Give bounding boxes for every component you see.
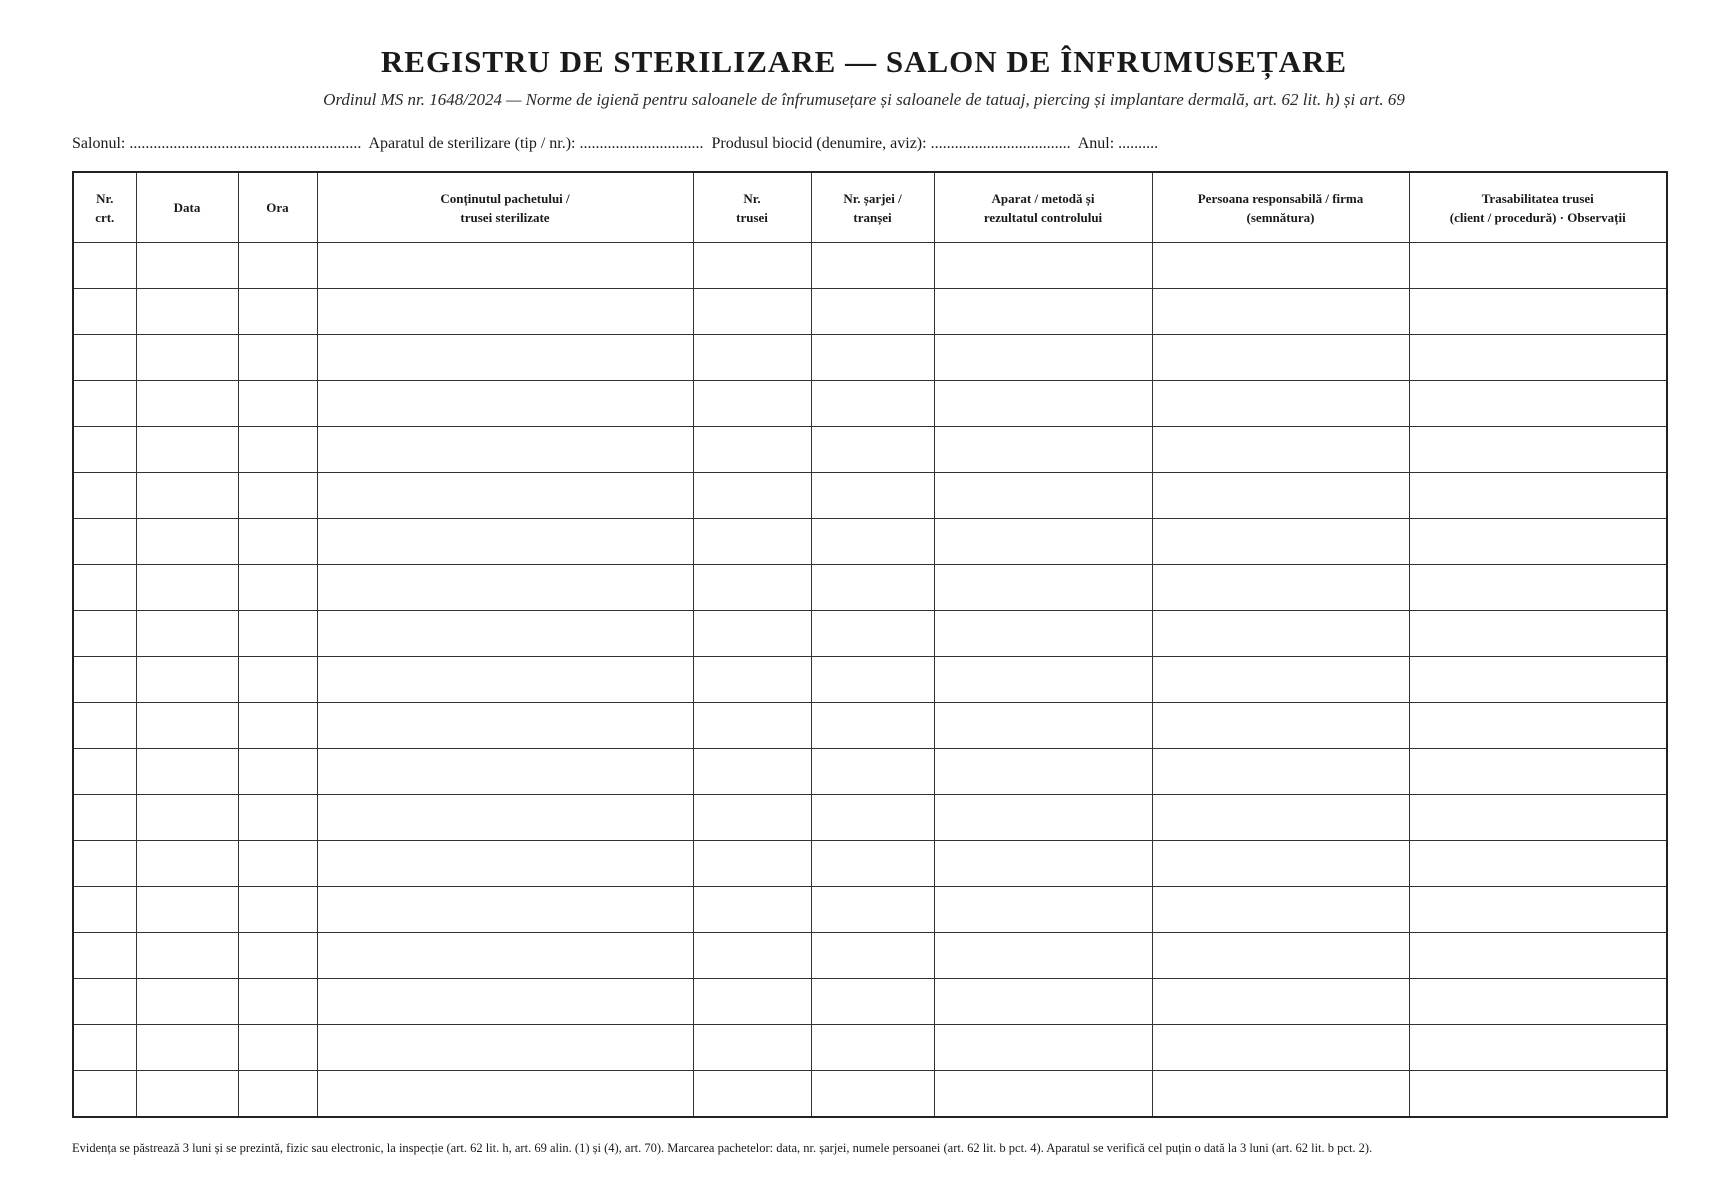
table-cell[interactable] [136,657,238,703]
table-cell[interactable] [238,795,317,841]
table-cell[interactable] [136,979,238,1025]
table-cell[interactable] [73,565,136,611]
table-cell[interactable] [693,243,811,289]
table-cell[interactable] [811,1025,934,1071]
table-cell[interactable] [317,979,693,1025]
table-cell[interactable] [317,335,693,381]
table-row [73,565,1667,611]
table-row [73,335,1667,381]
table-cell[interactable] [811,381,934,427]
table-cell[interactable] [238,657,317,703]
table-cell[interactable] [934,243,1152,289]
column-header-line: trusei sterilizate [460,209,550,225]
table-cell[interactable] [317,887,693,933]
table-cell[interactable] [73,1025,136,1071]
table-header-row [73,172,1667,243]
table-cell[interactable] [934,565,1152,611]
table-cell[interactable] [238,565,317,611]
table-cell[interactable] [136,243,238,289]
table-cell[interactable] [136,933,238,979]
table-row [73,519,1667,565]
page-title: REGISTRU DE STERILIZARE — SALON DE ÎNFRUMUSEȚARE [380,44,1348,79]
table-cell[interactable] [693,427,811,473]
table-cell[interactable] [73,519,136,565]
table-cell[interactable] [1409,427,1667,473]
table-cell[interactable] [238,473,317,519]
table-cell[interactable] [73,933,136,979]
table-row [73,243,1667,289]
column-header-ora [238,172,317,243]
column-header-nr-trusei [693,172,811,243]
table-cell[interactable] [73,611,136,657]
table-row [73,887,1667,933]
table-cell[interactable] [136,565,238,611]
table-cell[interactable] [1152,427,1409,473]
table-cell[interactable] [1409,519,1667,565]
table-cell[interactable] [73,795,136,841]
table-cell[interactable] [934,335,1152,381]
footnote: Evidența se păstrează 3 luni și se prezintă, fizic sau electronic, la inspecție (art. 62 lit. h, art. 69 alin. (1) și (4), art. 70). Marcarea pachetelor: data, nr. șarjei, numele persoanei (art. 62 lit. b pct. 4). Aparatul se verifică cel puțin o dată la 3 luni (art. 62 lit. b pct. 2). [72,1141,1373,1155]
table-cell[interactable] [811,611,934,657]
column-header-line: trusei [736,209,768,225]
table-cell[interactable] [73,1071,136,1118]
table-cell[interactable] [73,473,136,519]
table-cell[interactable] [811,1071,934,1118]
field-salon[interactable]: Salonul: .......................................................... [72,135,362,152]
column-header-line: Ora [266,200,289,215]
register-fields [72,135,1162,153]
table-row [73,381,1667,427]
table-cell[interactable] [73,243,136,289]
table-cell[interactable] [317,427,693,473]
column-header-line: Aparat / metodă și [991,190,1095,206]
table-cell[interactable] [1409,979,1667,1025]
table-cell[interactable] [1409,473,1667,519]
table-cell[interactable] [317,657,693,703]
table-cell[interactable] [811,289,934,335]
table-cell[interactable] [1152,381,1409,427]
table-cell[interactable] [811,703,934,749]
table-cell[interactable] [693,611,811,657]
table-cell[interactable] [934,519,1152,565]
table-cell[interactable] [1152,979,1409,1025]
table-cell[interactable] [136,795,238,841]
table-cell[interactable] [136,427,238,473]
table-cell[interactable] [73,427,136,473]
table-cell[interactable] [934,611,1152,657]
table-cell[interactable] [693,565,811,611]
table-cell[interactable] [934,1025,1152,1071]
column-header-trasabilitate [1409,172,1667,243]
table-cell[interactable] [934,703,1152,749]
table-cell[interactable] [73,887,136,933]
table-cell[interactable] [238,381,317,427]
table-cell[interactable] [693,1071,811,1118]
table-cell[interactable] [73,841,136,887]
table-cell[interactable] [1409,1025,1667,1071]
table-cell[interactable] [238,1071,317,1118]
table-row [73,611,1667,657]
table-cell[interactable] [1152,335,1409,381]
table-cell[interactable] [1409,565,1667,611]
table-cell[interactable] [1152,473,1409,519]
table-cell[interactable] [238,1025,317,1071]
table-cell[interactable] [1152,657,1409,703]
table-cell[interactable] [934,841,1152,887]
table-cell[interactable] [1152,887,1409,933]
table-cell[interactable] [136,335,238,381]
table-cell[interactable] [1152,795,1409,841]
table-cell[interactable] [136,289,238,335]
table-cell[interactable] [811,473,934,519]
table-row [73,289,1667,335]
table-cell[interactable] [693,795,811,841]
table-row [73,933,1667,979]
table-cell[interactable] [693,749,811,795]
table-cell[interactable] [73,979,136,1025]
table-row [73,427,1667,473]
table-cell[interactable] [811,519,934,565]
table-cell[interactable] [136,887,238,933]
table-cell[interactable] [238,289,317,335]
table-cell[interactable] [811,795,934,841]
table-cell[interactable] [73,749,136,795]
table-cell[interactable] [1152,519,1409,565]
table-cell[interactable] [317,243,693,289]
table-cell[interactable] [811,887,934,933]
table-cell[interactable] [934,795,1152,841]
table-cell[interactable] [934,427,1152,473]
table-cell[interactable] [811,427,934,473]
field-aparat[interactable]: Aparatul de sterilizare (tip / nr.): ............................... [368,135,704,152]
table-cell[interactable] [1409,335,1667,381]
table-cell[interactable] [317,795,693,841]
table-cell[interactable] [238,749,317,795]
table-cell[interactable] [934,933,1152,979]
table-cell[interactable] [317,473,693,519]
table-cell[interactable] [238,841,317,887]
table-cell[interactable] [136,1071,238,1118]
table-cell[interactable] [1152,933,1409,979]
column-header-nr-crt [73,172,136,243]
column-header-aparat-metoda [934,172,1152,243]
table-cell[interactable] [238,243,317,289]
table-cell[interactable] [238,887,317,933]
table-row [73,979,1667,1025]
table-cell[interactable] [693,933,811,979]
table-cell[interactable] [693,887,811,933]
table-cell[interactable] [934,749,1152,795]
table-cell[interactable] [136,381,238,427]
table-cell[interactable] [1409,611,1667,657]
table-cell[interactable] [811,749,934,795]
table-cell[interactable] [1409,703,1667,749]
table-cell[interactable] [1409,1071,1667,1118]
table-cell[interactable] [934,887,1152,933]
column-header-nr-sarjei [811,172,934,243]
table-cell[interactable] [238,611,317,657]
table-cell[interactable] [73,657,136,703]
table-cell[interactable] [811,243,934,289]
table-cell[interactable] [811,933,934,979]
table-cell[interactable] [811,335,934,381]
column-header-line: crt. [95,209,115,225]
table-cell[interactable] [1152,289,1409,335]
table-cell[interactable] [693,841,811,887]
column-header-line: Persoana responsabilă / firma [1197,190,1364,206]
table-cell[interactable] [1409,749,1667,795]
table-cell[interactable] [317,703,693,749]
table-body [73,243,1667,1118]
column-header-persoana [1152,172,1409,243]
table-cell[interactable] [1409,933,1667,979]
table-cell[interactable] [693,289,811,335]
table-cell[interactable] [238,703,317,749]
field-anul[interactable]: Anul: .......... [1077,135,1159,152]
table-cell[interactable] [1152,611,1409,657]
table-cell[interactable] [934,657,1152,703]
table-cell[interactable] [1152,565,1409,611]
table-cell[interactable] [1409,657,1667,703]
column-header-line: Conținutul pachetului / [440,190,570,206]
table-cell[interactable] [811,565,934,611]
column-header-continut [317,172,693,243]
table-row [73,841,1667,887]
column-header-line: Nr. [96,190,114,206]
table-cell[interactable] [811,657,934,703]
table-row [73,657,1667,703]
table-cell[interactable] [73,335,136,381]
table-cell[interactable] [317,381,693,427]
table-row [73,749,1667,795]
table-row [73,795,1667,841]
table-cell[interactable] [693,519,811,565]
table-cell[interactable] [693,381,811,427]
column-header-line: Trasabilitatea trusei [1481,190,1594,206]
page-subtitle: Ordinul MS nr. 1648/2024 — Norme de igienă pentru saloanele de înfrumusețare și saloanele de tatuaj, piercing și implantare dermală, art. 62 lit. h) și art. 69 [323,90,1405,109]
table-cell[interactable] [136,703,238,749]
table-cell[interactable] [136,1025,238,1071]
table-cell[interactable] [136,841,238,887]
column-header-line: Nr. [743,190,761,206]
table-cell[interactable] [1152,1071,1409,1118]
table-cell[interactable] [317,841,693,887]
column-header-line: Data [173,200,201,215]
table-cell[interactable] [693,1025,811,1071]
table-cell[interactable] [136,473,238,519]
table-cell[interactable] [693,335,811,381]
table-cell[interactable] [1152,243,1409,289]
table-row [73,703,1667,749]
column-header-line: (semnătura) [1246,209,1315,225]
table-cell[interactable] [317,1025,693,1071]
table-cell[interactable] [1409,243,1667,289]
table-cell[interactable] [1152,749,1409,795]
table-cell[interactable] [1409,795,1667,841]
table-cell[interactable] [238,933,317,979]
table-cell[interactable] [73,381,136,427]
table-cell[interactable] [136,611,238,657]
table-row [73,1071,1667,1118]
field-biocid[interactable]: Produsul biocid (denumire, aviz): ................................... [711,135,1071,152]
table-cell[interactable] [693,979,811,1025]
table-cell[interactable] [136,519,238,565]
table-cell[interactable] [136,749,238,795]
column-header-line: (client / procedură) · Observații [1449,209,1626,225]
table-cell[interactable] [811,841,934,887]
table-cell[interactable] [934,381,1152,427]
column-header-line: rezultatul controlului [983,209,1103,225]
column-header-line: tranșei [853,209,892,225]
table-cell[interactable] [238,427,317,473]
column-header-data [136,172,238,243]
table-cell[interactable] [1152,703,1409,749]
table-cell[interactable] [317,611,693,657]
table-cell[interactable] [934,289,1152,335]
table-cell[interactable] [934,1071,1152,1118]
table-cell[interactable] [317,1071,693,1118]
table-cell[interactable] [693,703,811,749]
table-cell[interactable] [317,749,693,795]
table-cell[interactable] [317,933,693,979]
table-row [73,473,1667,519]
table-cell[interactable] [73,289,136,335]
table-cell[interactable] [1409,841,1667,887]
sterilization-register-table [72,171,1668,1118]
table-cell[interactable] [693,657,811,703]
table-cell[interactable] [1409,887,1667,933]
table-cell[interactable] [934,979,1152,1025]
table-cell[interactable] [73,703,136,749]
column-header-line: Nr. șarjei / [843,190,902,206]
table-cell[interactable] [1152,1025,1409,1071]
table-cell[interactable] [693,473,811,519]
table-cell[interactable] [934,473,1152,519]
table-cell[interactable] [238,335,317,381]
table-cell[interactable] [238,519,317,565]
table-cell[interactable] [317,565,693,611]
table-row [73,1025,1667,1071]
table-cell[interactable] [1409,289,1667,335]
table-cell[interactable] [317,519,693,565]
table-cell[interactable] [317,289,693,335]
table-cell[interactable] [811,979,934,1025]
table-cell[interactable] [1152,841,1409,887]
table-cell[interactable] [1409,381,1667,427]
table-cell[interactable] [238,979,317,1025]
